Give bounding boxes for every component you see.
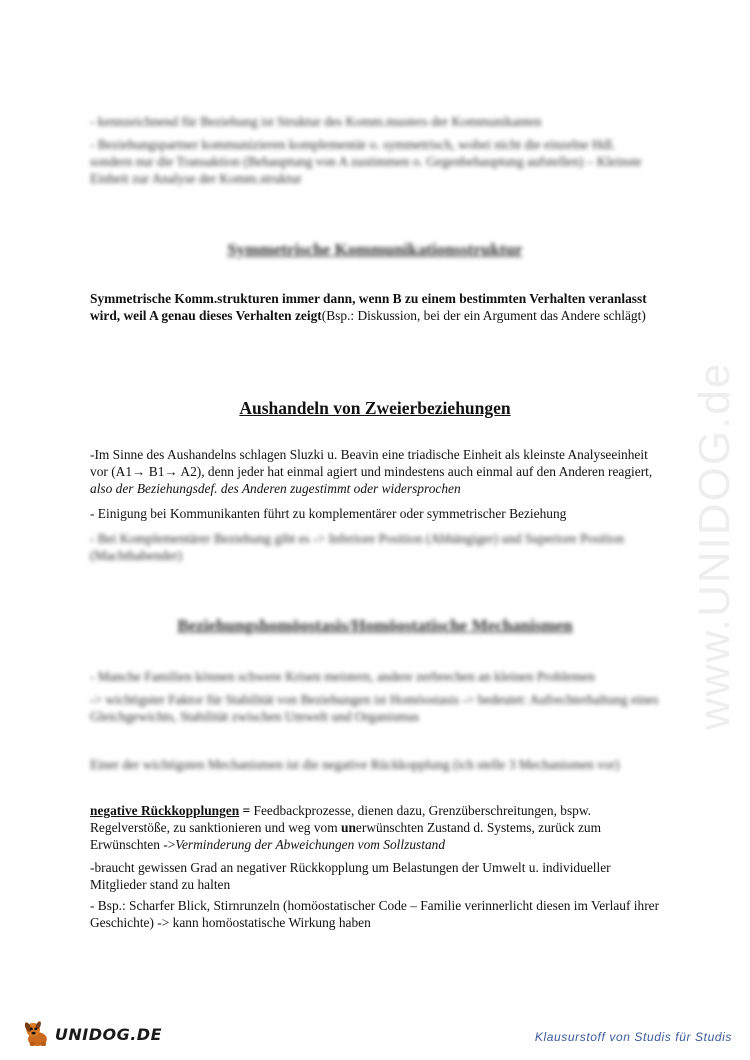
logo-text: UNIDOG.DE: [54, 1024, 162, 1044]
symmetrische-bold-text: Symmetrische Komm.strukturen immer dann, wenn B zu einem bestimmten Verhalten veranlasst wird, weil A genau dieses Verhalten zeigt: [90, 291, 647, 323]
paragraph-rueckkopplung-3: - Bsp.: Scharfer Blick, Stirnrunzeln (homöostatischer Code – Familie verinnerlicht diesen im Verlauf ihrer Geschichte) -> kann homöostatische Wirkung haben: [90, 898, 660, 930]
paragraph-aushandeln-1: [90, 446, 660, 497]
paragraph-rueckkopplung-def: [90, 802, 660, 853]
heading-aushandeln: Aushandeln von Zweierbeziehungen: [239, 398, 511, 418]
arrow-icon: →: [164, 464, 178, 479]
aushandeln-text-c: A2), denn jeder hat einmal agiert und mindestens auch einmal auf den Anderen reagiert,: [177, 464, 653, 479]
paragraph-rueckkopplung-2: -braucht gewissen Grad an negativer Rückkopplung um Belastungen der Umwelt u. individueller Mitglieder stand zu halten: [90, 860, 611, 892]
arrow-icon: →: [132, 464, 146, 479]
equals-sign: =: [239, 803, 254, 818]
footer-tagline: Klausurstoff von Studis für Studis: [534, 1030, 732, 1044]
definition-text-a: Feedbackprozesse, dienen dazu, Grenzüberschreitungen, bspw. Regelverstöße, zu sanktionieren und weg vom: [90, 803, 592, 835]
blurred-homoeostasis-2: -> wichtigster Faktor für Stabilität von Beziehungen ist Homöostasis -> bedeutet: Aufrechterhaltung eines Gleichgewichts, Stabilität zwischen Umwelt und Organismus: [90, 692, 659, 724]
aushandeln-italic: also der Beziehungsdef. des Anderen zugestimmt oder widersprochen: [90, 481, 461, 496]
aushandeln-text-b: B1: [145, 464, 165, 479]
blurred-line-2: - Beziehungspartner kommunizieren komplementär o. symmetrisch, wobei nicht die einzelne Hdl. sondern nur die Transaktion (Behauptung von A zustimmen o. Gegenbehauptung aufstellen) – Kleinste Einheit zur Analyse der Komm.struktur: [90, 137, 642, 186]
watermark: www.UNIDOG.de: [690, 361, 739, 730]
blurred-homoeostasis-3: Einer der wichtigsten Mechanismen ist die negative Rückkopplung (ich stelle 3 Mechanismen vor): [90, 757, 620, 772]
definition-text-b: erwünschten Zustand d. Systems, zurück zum Erwünschten ->: [90, 820, 601, 852]
definition-un: un: [341, 820, 356, 835]
blurred-homoeostasis-1: - Manche Familien können schwere Krisen meistern, andere zerbrechen an kleinen Problemen: [90, 669, 595, 684]
heading-homoeostasis: Beziehungshomöostasis/Homöostatische Mechanismen: [177, 616, 573, 635]
term-negative-rueckkopplungen: negative Rückkopplungen: [90, 803, 240, 818]
aushandeln-text-a: -Im Sinne des Aushandelns schlagen Sluzki u. Beavin eine triadische Einheit als kleinste Analyseeinheit vor (A1: [90, 447, 648, 479]
dog-logo-icon: [22, 1016, 53, 1052]
paragraph-symmetrische: [90, 290, 660, 324]
footer-logo[interactable]: [22, 1014, 162, 1054]
paragraph-aushandeln-2: - Einigung bei Kommunikanten führt zu komplementärer oder symmetrischer Beziehung: [90, 506, 567, 521]
blurred-line-1: - kennzeichnend für Beziehung ist Struktur des Komm.musters der Kommunikanten: [90, 114, 542, 129]
symmetrische-normal-text: (Bsp.: Diskussion, bei der ein Argument das Andere schlägt): [321, 308, 646, 323]
heading-symmetrische: Symmetrische Kommunikationsstruktur: [227, 240, 523, 259]
paragraph-aushandeln-3-blurred: - Bei Komplementärer Beziehung gibt es -> Inferiore Position (Abhängiger) und Superiore Position (Machthabender): [90, 531, 625, 563]
definition-italic: Verminderung der Abweichungen vom Sollzustand: [175, 837, 446, 852]
